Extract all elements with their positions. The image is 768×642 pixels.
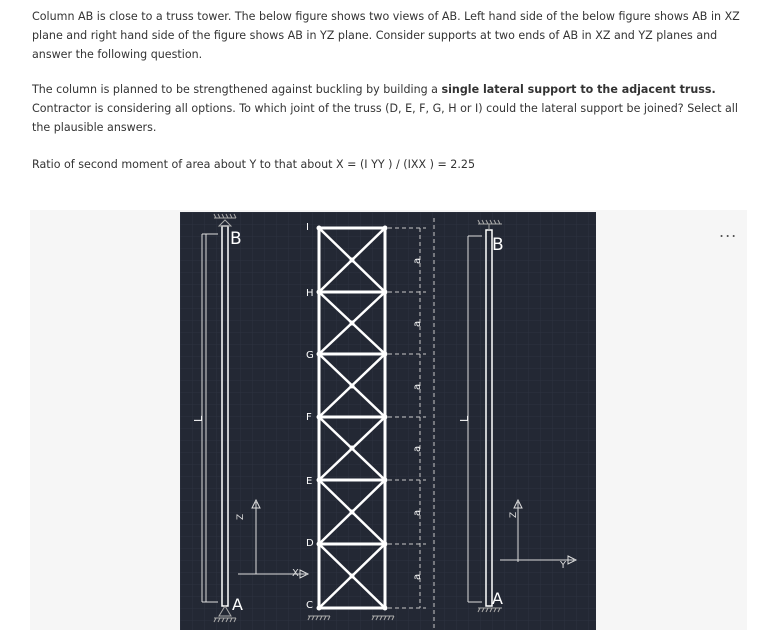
joint-label-g: G [306,350,314,361]
right-label-a: A [492,589,503,608]
joint-label-h: H [306,288,314,299]
cad-figure [180,212,596,630]
panel-label-1: a [412,257,423,264]
panel-label-4: a [412,445,423,452]
inertia-ratio-text: Ratio of second moment of area about Y to that about X = (I YY ) / (IXX ) = 2.25 [32,158,476,171]
joint-label-e: E [306,476,313,487]
left-label-a: A [232,595,243,614]
left-label-l: L [192,415,205,422]
left-label-b: B [230,229,242,249]
panel-label-6: a [412,573,423,580]
panel-label-3: a [412,383,423,390]
right-label-l: L [458,415,471,422]
question-prompt [32,80,747,137]
panel-label-2: a [412,320,423,327]
right-axis-y-label: Y [560,560,567,571]
prompt-text-end: Contractor is considering all options. To which joint of the truss (D, E, F, G, H or I) could the lateral support be joined? Select all the plausible answers. [32,102,738,134]
right-label-b: B [492,235,504,255]
left-axis-x-label: X [292,568,299,579]
joint-label-i: I [306,222,309,233]
more-options-icon[interactable]: ... [719,222,738,241]
joint-label-c: C [306,600,313,611]
prompt-text-start: The column is planned to be strengthened against buckling by building a [32,83,442,96]
left-axis-z-label: Z [236,513,246,520]
joint-label-f: F [306,412,312,423]
joint-label-d: D [306,538,314,549]
panel-label-5: a [412,509,423,516]
question-intro: Column AB is close to a truss tower. The below figure shows two views of AB. Left hand side of the below figure shows AB in XZ plane and right hand side of the figure shows AB in YZ plane. Consider supports at two ends of AB in XZ and YZ planes and answer the following question. [32,10,740,61]
prompt-bold-text: single lateral support to the adjacent truss. [441,83,716,96]
cad-drawing [180,212,596,630]
right-axis-z-label: Z [509,511,519,518]
